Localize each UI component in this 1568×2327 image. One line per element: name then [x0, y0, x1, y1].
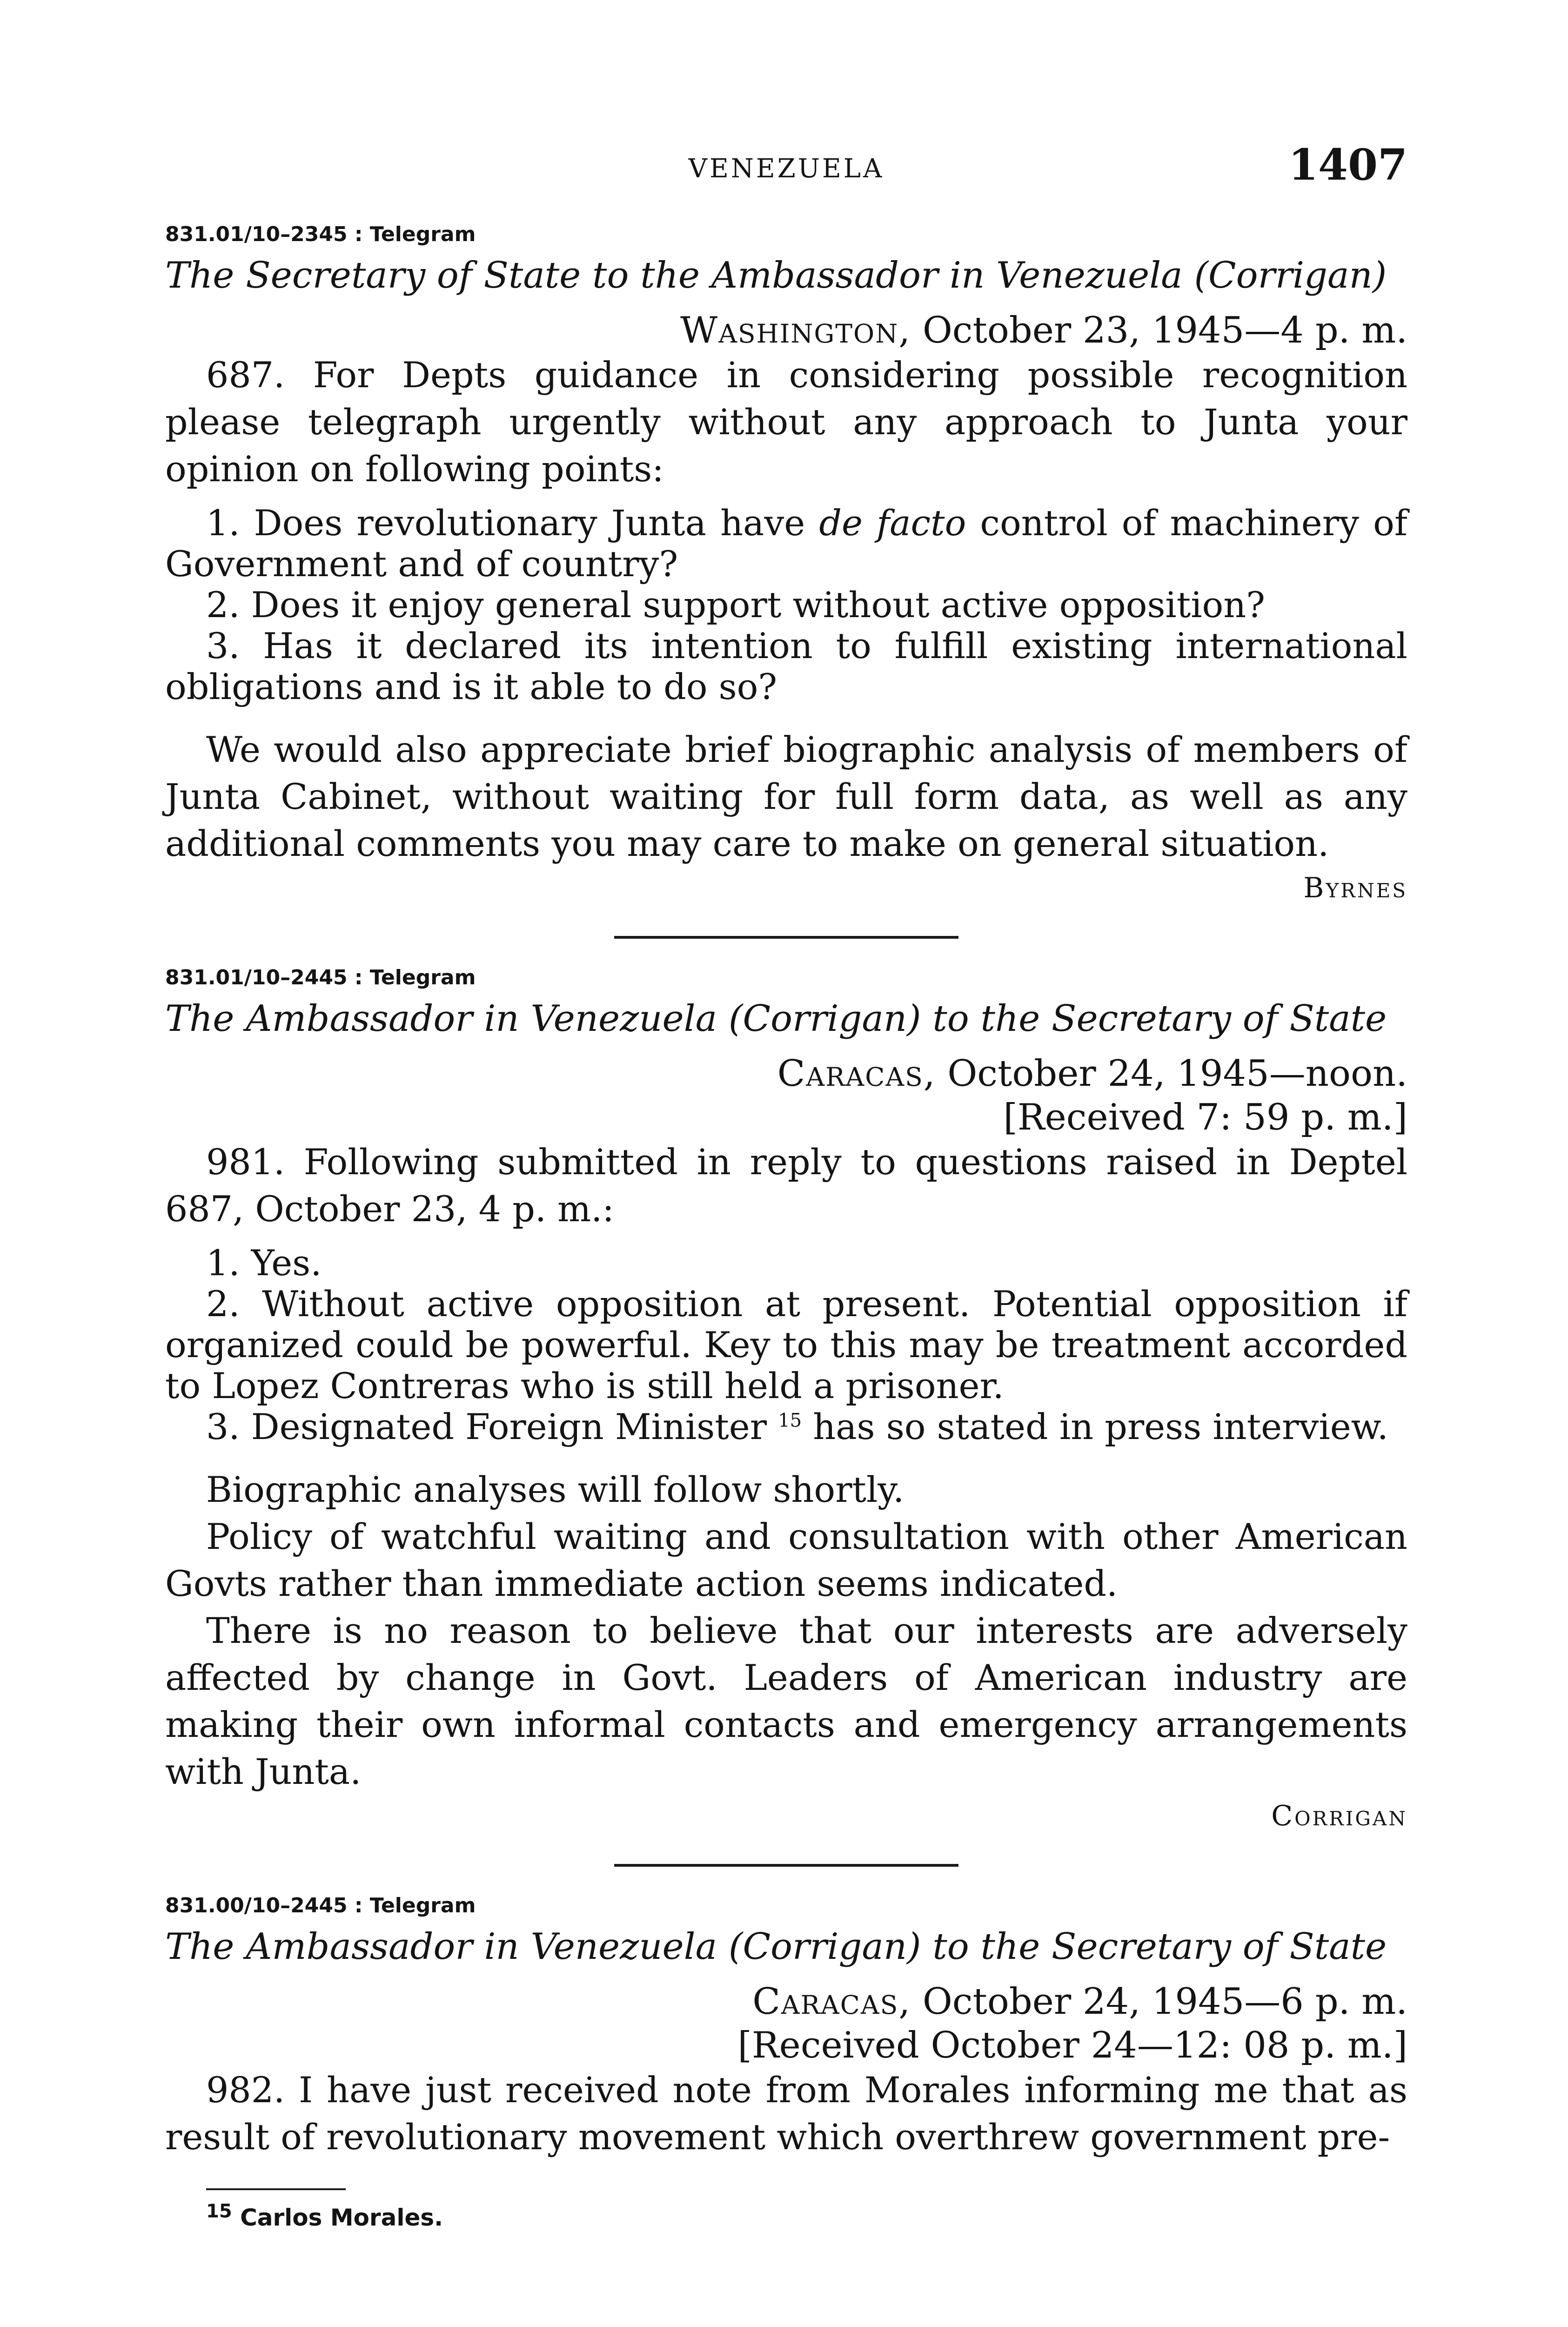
question-item: 2. Does it enjoy general support without active opposition? [206, 584, 1265, 625]
question-item: 3. Has it declared its intention to fulfill existing international obligations and is it able to do so? [165, 625, 1407, 707]
question-text: 1. Does revolutionary Junta have [206, 502, 819, 544]
telegram-982 [165, 1894, 1407, 2160]
question-emphasis: de facto [819, 502, 966, 544]
signature: Byrnes [1303, 872, 1407, 904]
answer-text: has so stated in press interview. [802, 1406, 1388, 1447]
dateline-place: Washington, [680, 309, 911, 351]
answer-item: 1. Yes. [206, 1242, 322, 1284]
section-divider [614, 1864, 958, 1867]
dateline [165, 1053, 1407, 1095]
footnote-divider [206, 2188, 346, 2190]
dateline-date: October 23, 1945—4 p. m. [911, 309, 1407, 351]
answer-list [165, 1243, 1407, 1447]
dateline [165, 309, 1407, 351]
answer-item: 2. Without active opposition at present. Potential opposition if organized could be powerful. Key to this may be treatment accorded to Lopez Contreras who is still held a prisoner. [165, 1283, 1407, 1406]
question-list [165, 503, 1407, 707]
dateline [165, 1981, 1407, 2023]
answer-text: 3. Designated Foreign Minister [206, 1406, 767, 1447]
dateline-date: October 24, 1945—noon. [936, 1053, 1407, 1095]
footnote [206, 2200, 1407, 2231]
answer-item [165, 1406, 1407, 1447]
document-title: The Ambassador in Venezuela (Corrigan) to the Secretary of State [165, 1926, 1387, 1968]
telegram-intro: 687. For Depts guidance in considering possible recognition please telegraph urgently without any approach to Junta your opinion on following points: [165, 354, 1407, 490]
dateline-place: Caracas, [752, 1981, 911, 2023]
dateline-place: Caracas, [777, 1053, 936, 1095]
telegram-981 [165, 966, 1407, 1832]
body-paragraph: Policy of watchful waiting and consultation with other American Govts rather than immediate action seems indicated. [165, 1516, 1407, 1604]
file-reference: 831.00/10–2445 : Telegram [165, 1894, 476, 1917]
telegram-intro: 982. I have just received note from Morales informing me that as result of revolutionary movement which overthrew government pre- [165, 2069, 1407, 2158]
footnote-text: Carlos Morales. [232, 2204, 443, 2231]
footnote-marker: 15 [778, 1410, 802, 1432]
signature: Corrigan [1271, 1800, 1407, 1832]
document-title: The Ambassador in Venezuela (Corrigan) to the Secretary of State [165, 998, 1387, 1040]
body-paragraph: Biographic analyses will follow shortly. [206, 1469, 905, 1510]
section-divider [614, 936, 958, 939]
footnote-number: 15 [206, 2200, 232, 2222]
running-title: VENEZUELA [688, 154, 885, 184]
file-reference: 831.01/10–2445 : Telegram [165, 966, 476, 989]
telegram-intro: 981. Following submitted in reply to questions raised in Deptel 687, October 23, 4 p. m.: [165, 1141, 1407, 1230]
document-title: The Secretary of State to the Ambassador in Venezuela (Corrigan) [165, 255, 1387, 296]
question-item [165, 503, 1407, 585]
closing-paragraph: We would also appreciate brief biographic analysis of members of Junta Cabinet, without waiting for full form data, as well as any additional comments you may care to make on general situation. [165, 729, 1407, 864]
file-reference: 831.01/10–2345 : Telegram [165, 222, 476, 246]
received-note: [Received October 24—12: 08 p. m.] [737, 2024, 1407, 2066]
received-note: [Received 7: 59 p. m.] [1003, 1096, 1407, 1138]
telegram-687 [165, 222, 1407, 904]
page-number: 1407 [1288, 140, 1407, 190]
body-paragraph: There is no reason to believe that our interests are adversely affected by change in Govt. Leaders of American industry are making their own informal contacts and emergency arrangements with Junta. [165, 1610, 1407, 1792]
dateline-date: October 24, 1945—6 p. m. [911, 1981, 1407, 2023]
question-text: control of machinery of Government and of country? [165, 502, 1408, 585]
document-page [165, 140, 1408, 2231]
page-header [165, 140, 1407, 195]
